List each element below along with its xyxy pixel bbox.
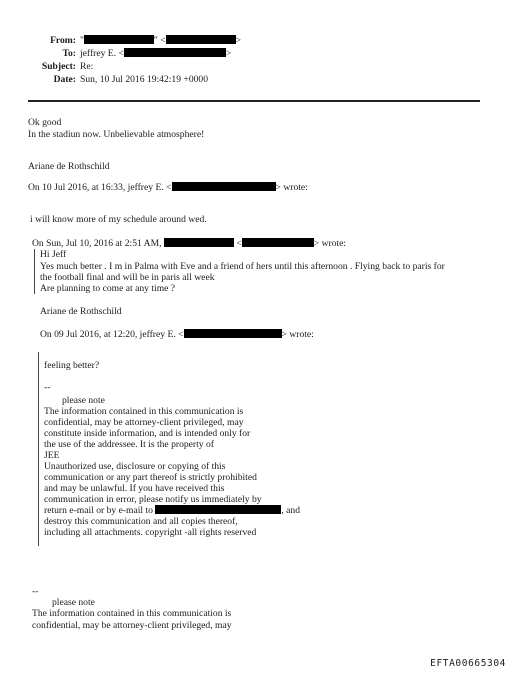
header-divider [28, 100, 480, 102]
email-prefix: return e-mail or by e-mail to [44, 505, 153, 516]
q3-disclaimer-5: JEE [44, 450, 60, 461]
date-value: Sun, 10 Jul 2016 19:42:19 +0000 [80, 74, 209, 85]
q3-disclaimer-9: communication in error, please notify us immediately by [44, 494, 262, 505]
email-suffix: , and [281, 505, 301, 516]
redaction-bar [242, 238, 314, 247]
q2-line-2: the football final and will be in paris all week [40, 272, 215, 283]
q3-disclaimer-7: communication or any part thereof is strictly prohibited [44, 472, 257, 483]
bottom-separator: -- [32, 586, 39, 597]
body-line-2: In the stadiun now. Unbelievable atmosphere! [28, 129, 205, 140]
sender-signature: Ariane de Rothschild [28, 161, 110, 172]
date-label: Date: [53, 74, 76, 85]
bates-number: EFTA00665304 [430, 658, 506, 669]
bottom-disclaimer-2: confidential, may be attorney-client privileged, may [32, 620, 232, 631]
from-quote-open: " [80, 35, 84, 46]
quote2-prefix: On Sun, Jul 10, 2016 at 2:51 AM, [32, 238, 162, 249]
q2-signature: Ariane de Rothschild [40, 306, 122, 317]
to-angle-close: > [225, 48, 232, 59]
q2-line-3: Are planning to come at any time ? [40, 283, 176, 294]
quote3-suffix: > wrote: [281, 329, 314, 340]
to-label: To: [62, 48, 76, 59]
from-label: From: [50, 35, 76, 46]
q3-disclaimer-end-1: destroy this communication and all copies thereof, [44, 516, 238, 527]
q3-disclaimer-2: confidential, may be attorney-client privileged, may [44, 417, 244, 428]
q3-disclaimer-end-2: including all attachments. copyright -all rights reserved [44, 527, 257, 538]
q3-disclaimer-4: the use of the addressee. It is the property of [44, 439, 214, 450]
q2-line-1: Yes much better . I m in Palma with Eve and a friend of hers until this afternoon . Flying back to paris for [40, 261, 445, 272]
q3-separator: -- [44, 382, 51, 393]
q3-line-1: feeling better? [44, 360, 100, 371]
redaction-bar [166, 35, 236, 44]
quote2-suffix: > wrote: [313, 238, 347, 249]
to-name: jeffrey E. < [80, 48, 124, 59]
bottom-disclaimer-1: The information contained in this communication is [32, 608, 232, 619]
q3-disclaimer-1: The information contained in this communication is [44, 406, 244, 417]
q3-disclaimer-3: constitute inside information, and is intended only for [44, 428, 251, 439]
quote-header-2 [32, 238, 346, 250]
redaction-bar [84, 35, 154, 44]
quote3-prefix: On 09 Jul 2016, at 12:20, jeffrey E. < [40, 329, 184, 340]
quote-bar [34, 249, 35, 294]
quote-header-1 [28, 182, 308, 194]
from-angle-close: > [235, 35, 242, 46]
bottom-please-note: please note [52, 597, 95, 608]
quote2-mid: < [236, 238, 242, 249]
q2-greeting: Hi Jeff [40, 249, 67, 260]
reply-line: i will know more of my schedule around wed. [30, 214, 207, 225]
quote-bar [38, 352, 39, 546]
to-value [80, 48, 231, 60]
q3-please-note: please note [62, 395, 105, 406]
q3-disclaimer-6: Unauthorized use, disclosure or copying of this [44, 461, 226, 472]
redaction-bar [155, 505, 281, 514]
from-quote-mid: " < [153, 35, 166, 46]
quote-header-3 [40, 329, 314, 341]
redaction-bar [124, 48, 226, 57]
redaction-bar [172, 182, 276, 191]
subject-value: Re: [80, 61, 94, 72]
quote1-prefix: On 10 Jul 2016, at 16:33, jeffrey E. < [28, 182, 172, 193]
redaction-bar [164, 238, 234, 247]
body-line-1: Ok good [28, 117, 62, 128]
from-value [80, 35, 241, 47]
redaction-bar [184, 329, 282, 338]
q3-disclaimer-8: and may be unlawful. If you have received this [44, 483, 225, 494]
quote1-suffix: > wrote: [275, 182, 308, 193]
subject-label: Subject: [41, 61, 76, 72]
